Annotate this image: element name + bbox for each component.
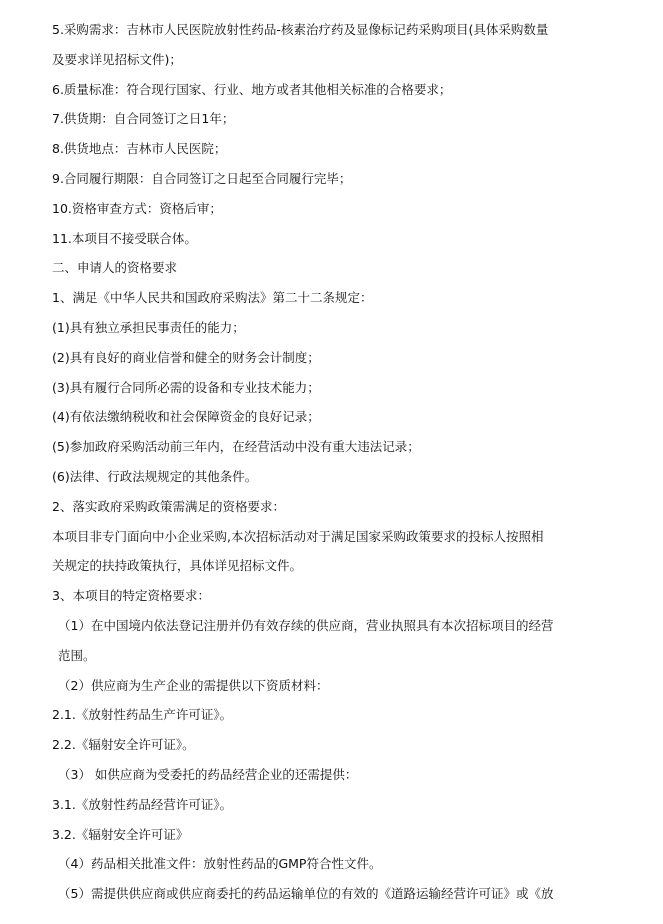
text-line: （1）在中国境内依法登记注册并仍有效存续的供应商，营业执照具有本次招标项目的经营 (58, 617, 554, 633)
paragraph-10-qualification-review: 10.资格审查方式：资格后审； (52, 200, 222, 216)
requirement-3-item-3: （3） 如供应商为受委托的药品经营企业的还需提供： (58, 766, 358, 782)
requirement-1-item-1: (1)具有独立承担民事责任的能力； (52, 319, 245, 335)
requirement-1-item-6: (6)法律、行政法规规定的其他条件。 (52, 468, 258, 484)
requirement-2-body (52, 527, 602, 577)
requirement-2-heading: 2、落实政府采购政策需满足的资格要求： (52, 498, 285, 514)
text-line: 及要求详见招标文件)； (52, 51, 182, 67)
requirement-1-heading: 1、满足《中华人民共和国政府采购法》第二十二条规定： (52, 290, 373, 306)
requirement-1-item-5: (5)参加政府采购活动前三年内，在经营活动中没有重大违法记录； (52, 439, 420, 455)
paragraph-9-contract-period: 9.合同履行期限：自合同签订之日起至合同履行完毕； (52, 170, 352, 186)
requirement-3-item-3-2: 3.2.《辐射安全许可证》 (52, 826, 189, 842)
requirement-3-item-2-1: 2.1.《放射性药品生产许可证》。 (52, 707, 233, 723)
requirement-3-item-5: （5）需提供供应商或供应商委托的药品运输单位的有效的《道路运输经营许可证》或《放 (58, 886, 554, 902)
requirement-3-item-1 (52, 616, 602, 666)
section-heading-applicant-requirements: 二、申请人的资格要求 (52, 260, 178, 276)
text-line: 5.采购需求：吉林市人民医院放射性药品-核素治疗药及显像标记药采购项目(具体采购数量 (52, 22, 549, 37)
requirement-1-item-2: (2)具有良好的商业信誉和健全的财务会计制度； (52, 349, 320, 365)
text-line: 关规定的扶持政策执行，具体详见招标文件。 (52, 558, 303, 574)
requirement-3-item-2: （2）供应商为生产企业的需提供以下资质材料： (58, 677, 329, 693)
requirement-3-item-4: （4）药品相关批准文件：放射性药品的GMP符合性文件。 (58, 856, 382, 872)
text-line: 本项目非专门面向中小企业采购,本次招标活动对于满足国家采购政策要求的投标人按照相 (52, 528, 544, 544)
paragraph-5-procurement-demand (52, 20, 602, 70)
requirement-1-item-3: (3)具有履行合同所必需的设备和专业技术能力； (52, 379, 320, 395)
document-body (52, 20, 602, 914)
requirement-3-item-3-1: 3.1.《放射性药品经营许可证》。 (52, 796, 233, 812)
paragraph-6-quality-standard: 6.质量标准：符合现行国家、行业、地方或者其他相关标准的合格要求； (52, 81, 452, 97)
paragraph-11-no-consortium: 11.本项目不接受联合体。 (52, 230, 197, 246)
requirement-3-heading: 3、本项目的特定资格要求： (52, 588, 210, 604)
paragraph-7-supply-period: 7.供货期：自合同签订之日1年； (52, 111, 235, 127)
text-line: 范围。 (58, 647, 96, 663)
paragraph-8-supply-location: 8.供货地点：吉林市人民医院； (52, 141, 227, 157)
requirement-3-item-2-2: 2.2.《辐射安全许可证》。 (52, 737, 195, 753)
requirement-1-item-4: (4)有依法缴纳税收和社会保障资金的良好记录； (52, 409, 320, 425)
